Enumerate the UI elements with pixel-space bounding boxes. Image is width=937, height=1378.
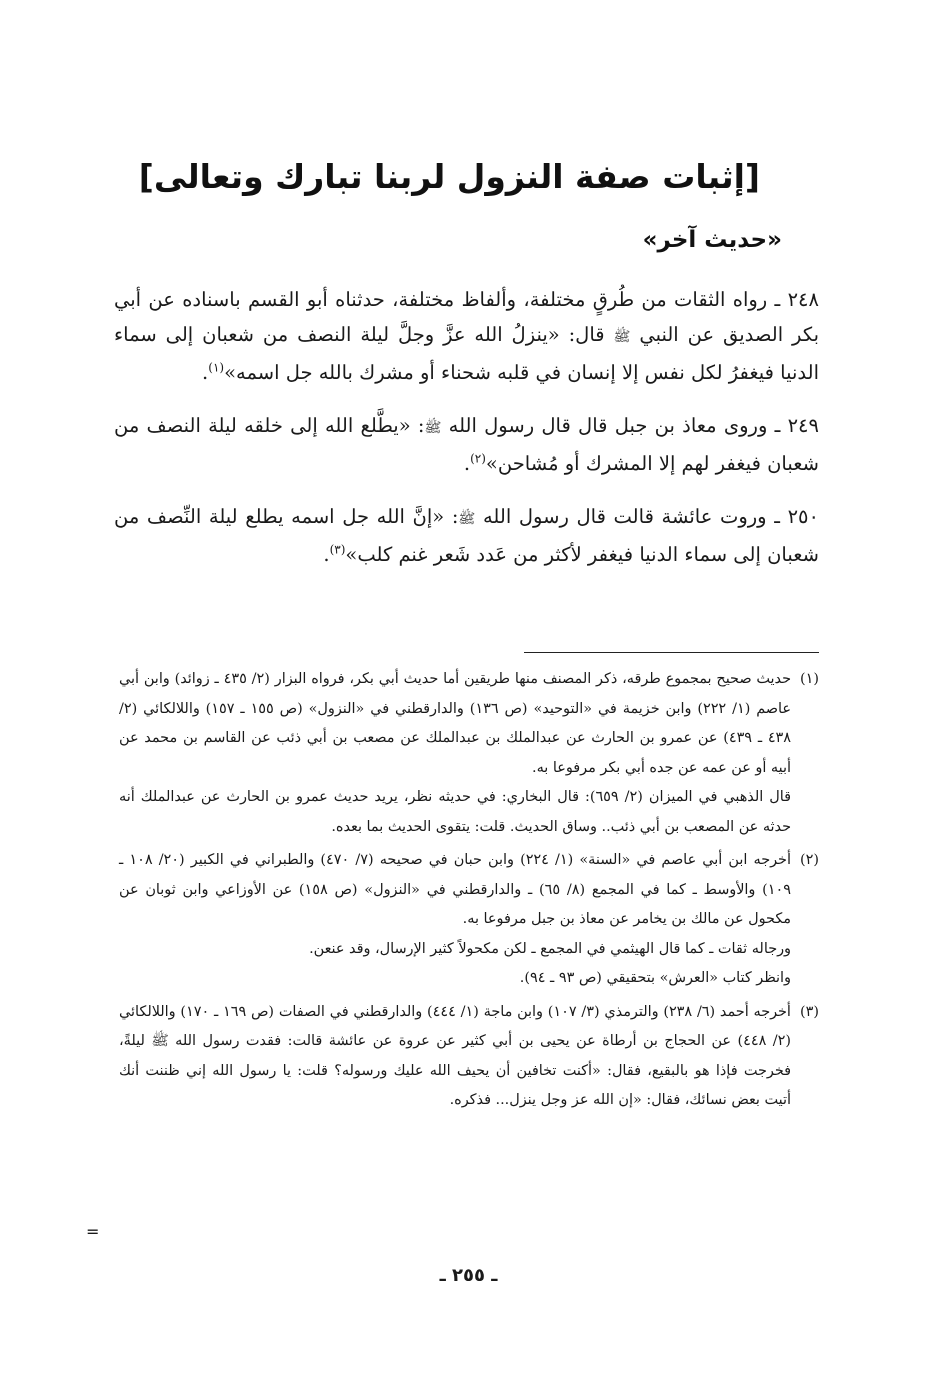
footnote-note: ورجاله ثقات ـ كما قال الهيثمي في المجمع ـ لكن مكحولاً كثير الإرسال، وقد عنعن. <box>309 940 791 957</box>
footnote-note: وانظر كتاب «العرش» بتحقيقي (ص ٩٣ ـ ٩٤). <box>519 970 791 986</box>
hadith-end: . <box>202 361 209 384</box>
main-text <box>114 282 819 590</box>
footnote-item <box>119 846 819 994</box>
footnote-note: قال الذهبي في الميزان (٢/ ٦٥٩): قال البخاري: في حديثه نظر، يريد حديث عمرو بن الحارث عن عبدالملك أنه حدثه عن المصعب بن أبي ذئب.. وساق الحديث. قلت: يتقوى الحديث بما بعده. <box>119 789 791 835</box>
honorific-glyph: ﷺ <box>458 511 476 527</box>
footnote-reference[interactable]: (٣) <box>329 542 346 557</box>
honorific-glyph: ﷺ <box>424 420 442 436</box>
hadith-text: ـ وروت عائشة قالت قال رسول الله <box>482 505 780 528</box>
footnote-reference[interactable]: (١) <box>208 360 225 375</box>
hadith-number: ٢٤٩ <box>787 414 819 437</box>
footnote-reference[interactable]: (٢) <box>470 451 486 466</box>
footnote-mark: (٢) <box>800 852 819 868</box>
footnote-text: حديث صحيح بمجموع طرقه، ذكر المصنف منها طريقين أما حديث أبي بكر، فرواه البزار (٢/ ٤٣٥ ـ زوائد) وابن أبي عاصم (١/ ٢٢٢) وابن خزيمة في «التوحيد» (ص ١٣٦) والدارقطني في «النزول» (ص ١٥٥ ـ ١٥٧) واللالكائي (٢/ ٤٣٨ ـ ٤٣٩) عن عمرو بن الحارث عن عبدالملك بن عبدالملك عن مصعب بن أبي ذئب عن القاسم بن محمد عن أبيه أو عن عمه عن جده أبي بكر مرفوعا به. <box>119 671 792 776</box>
hadith-number: ٢٤٨ <box>787 288 819 311</box>
hadith-paragraph <box>114 408 819 481</box>
section-subtitle: «حديث آخر» <box>642 227 782 253</box>
hadith-text: قال: «ينزلُ الله عزَّ وجلَّ ليلة النصف من شعبان إلى سماء الدنيا فيغفرُ لكل نفس إلا إنسان في قلبه شحناء أو مشرك بالله جل اسمه» <box>114 323 819 384</box>
hadith-text: : «يطَّلع الله إلى خلقه ليلة النصف من شعبان فيغفر لهم إلا المشرك أو مُشاحن» <box>114 414 819 475</box>
footnote-text: أخرجه أحمد (٦/ ٢٣٨) والترمذي (٣/ ١٠٧) وابن ماجة (١/ ٤٤٤) والدارقطني في الصفات (ص ١٦٩ ـ ١٧٠) واللالكائي (٢/ ٤٤٨) عن الحجاج بن أرطاة عن يحيى بن أبي كثير عن عروة عن عائشة قالت: فقدت رسول الله ﷺ ليلةً، فخرجت فإذا هو بالبقيع، فقال: «أكنت تخافين أن يحيف الله عليك ورسوله؟ قلت: يا رسول الله إني ظننت أنك أتيت بعض نسائك، فقال: «إن الله عز وجل ينزل... فذكره. <box>119 1003 791 1108</box>
footnote-text: أخرجه ابن أبي عاصم في «السنة» (١/ ٢٢٤) وابن حبان في صحيحه (٧/ ٤٧٠) والطبراني في الكبير (٢٠/ ١٠٨ ـ ١٠٩) والأوسط ـ كما في المجمع (٨/ ٦٥) ـ والدارقطني في «النزول» (ص ١٥٨) عن الأوزاعي وابن ثوبان عن مكحول عن مالك بن يخامر عن معاذ بن جبل مرفوعا به. <box>119 852 791 927</box>
footnote-mark: (١) <box>800 671 819 687</box>
chapter-title: [إثبات صفة النزول لربنا تبارك وتعالى] <box>138 157 760 196</box>
page-number: ـ ٢٥٥ ـ <box>439 1265 498 1286</box>
hadith-text: ـ وروى معاذ بن جبل قال قال رسول الله <box>448 414 781 437</box>
honorific-glyph: ﷺ <box>613 329 631 345</box>
hadith-text: ـ رواه الثقات من طُرقٍ مختلفة، وألفاظ مختلفة، حدثناه أبو القسم باسناده عن أبي بكر الصديق عن النبي <box>114 288 820 346</box>
hadith-end: . <box>323 543 330 566</box>
footnote-item <box>119 665 819 842</box>
hadith-text: : «إنَّ الله جل اسمه يطلع ليلة النِّصف من شعبان إلى سماء الدنيا فيغفر لأكثر من عَدد شَعر غنم كلب» <box>114 505 819 566</box>
hadith-paragraph <box>114 282 819 390</box>
footnotes <box>119 665 819 1116</box>
continuation-mark: = <box>86 1222 100 1241</box>
hadith-number: ٢٥٠ <box>787 505 819 528</box>
footnote-item <box>119 998 819 1116</box>
footnote-divider <box>524 652 819 653</box>
hadith-paragraph <box>114 499 819 572</box>
hadith-end: . <box>463 452 471 475</box>
footnote-mark: (٣) <box>800 1003 819 1020</box>
